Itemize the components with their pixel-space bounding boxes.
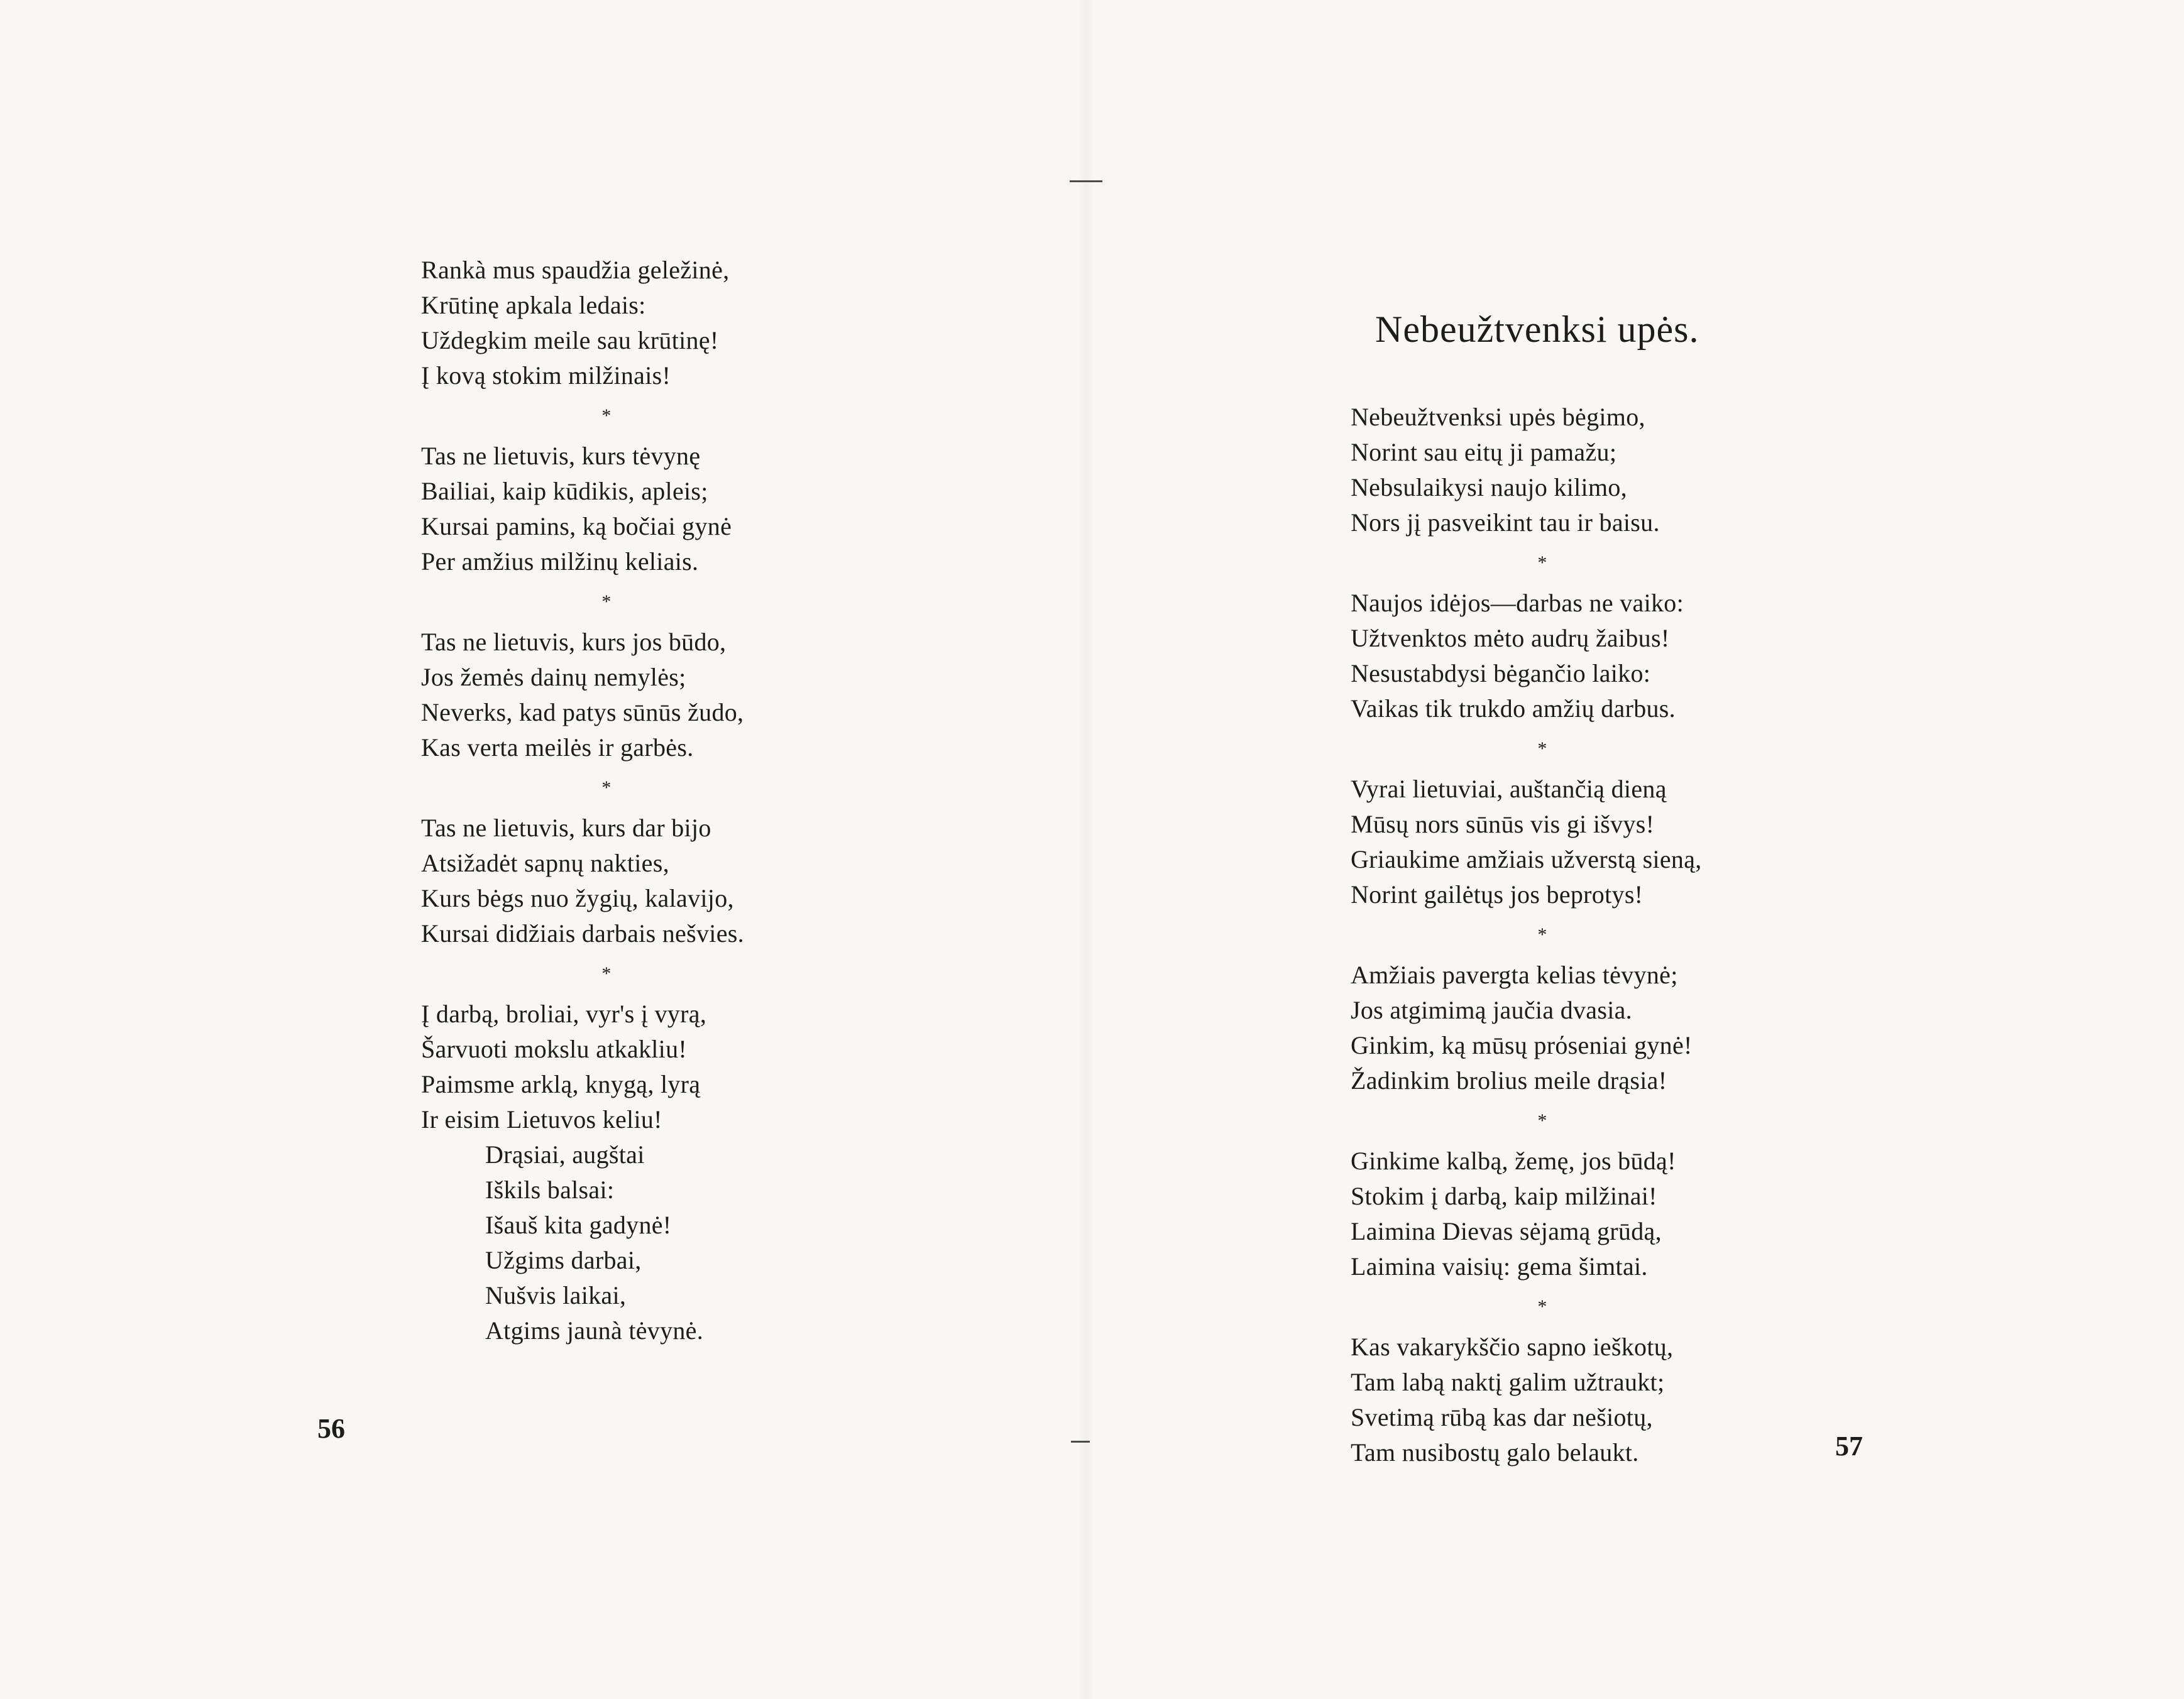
refrain — [421, 1137, 861, 1348]
verse-line: Norint gailėtųs jos beprotys! — [1351, 880, 1643, 909]
stanza — [1351, 1330, 1828, 1470]
verse-line: Kursai pamins, ką bočiai gynė — [421, 512, 732, 540]
verse-line: Tam nusibostų galo belaukt. — [1351, 1438, 1639, 1467]
book-gutter — [1078, 0, 1094, 1699]
verse-line: Jos atgimimą jaučia dvasia. — [1351, 996, 1632, 1024]
stanza — [421, 811, 861, 951]
stanza-separator: * — [601, 777, 612, 798]
verse-line: Kas vakarykščio sapno ieškotų, — [1351, 1333, 1674, 1361]
left-page — [0, 0, 1078, 1699]
verse-line: Tas ne lietuvis, kurs jos būdo, — [421, 628, 727, 656]
verse-line: Krūtinę apkala ledais: — [421, 291, 646, 319]
stanza-separator: * — [601, 405, 612, 426]
verse-line: Vaikas tik trukdo amžių darbus. — [1351, 694, 1676, 723]
stanza — [421, 253, 861, 393]
verse-line: Kas verta meilės ir garbės. — [421, 733, 694, 762]
left-poem — [421, 253, 861, 1348]
verse-line: Atsižadėt sapnų nakties, — [421, 849, 669, 877]
verse-line: Ginkime kalbą, žemę, jos būdą! — [1351, 1147, 1676, 1175]
verse-line: Vyrai lietuviai, auštančią dieną — [1351, 775, 1667, 803]
verse-line: Griaukime amžiais užverstą sieną, — [1351, 845, 1702, 873]
verse-line: Nebeužtvenksi upės bėgimo, — [1351, 403, 1645, 431]
stanza — [421, 625, 861, 765]
verse-line: Neverks, kad patys sūnūs žudo, — [421, 698, 744, 726]
verse-line: Tam labą naktį galim užtraukt; — [1351, 1368, 1665, 1396]
stanza-separator: * — [601, 591, 612, 612]
verse-line: Į kovą stokim milžinais! — [421, 361, 671, 390]
page-number: 56 — [317, 1413, 345, 1444]
verse-line: Laimina vaisių: gema šimtai. — [1351, 1252, 1648, 1281]
refrain-line: Atgims jaunà tėvynė. — [485, 1316, 704, 1345]
refrain-line: Iškils balsai: — [485, 1176, 615, 1204]
verse-line: Šarvuoti mokslu atkakliu! — [421, 1035, 688, 1063]
stanza-separator: * — [1537, 552, 1547, 573]
verse-line: Ir eisim Lietuvos keliu! — [421, 1105, 662, 1134]
verse-line: Naujos idėjos—darbas ne vaiko: — [1351, 589, 1684, 617]
verse-line: Jos žemės dainų nemylės; — [421, 663, 686, 691]
verse-line: Ginkim, ką mūsų prόseniai gynė! — [1351, 1031, 1693, 1059]
verse-line: Mūsų nors sūnūs vis gi išvys! — [1351, 810, 1655, 838]
stanza-separator: * — [1537, 1296, 1547, 1317]
verse-line: Per amžius milžinų keliais. — [421, 547, 699, 576]
verse-line: Užtvenktos mėto audrų žaibus! — [1351, 624, 1670, 652]
verse-line: Į darbą, broliai, vyr's į vyrą, — [421, 1000, 707, 1028]
verse-line: Žadinkim brolius meile drąsia! — [1351, 1066, 1667, 1095]
verse-line: Kurs bėgs nuo žygių, kalavijo, — [421, 884, 734, 912]
stanza — [421, 439, 861, 579]
right-page — [1094, 0, 2184, 1699]
stanza — [1351, 586, 1828, 726]
verse-line: Uždegkim meile sau krūtinę! — [421, 326, 719, 354]
verse-line: Bailiai, kaip kūdikis, apleis; — [421, 477, 708, 505]
verse-line: Nebsulaikysi naujo kilimo, — [1351, 473, 1627, 501]
verse-line: Laimina Dievas sėjamą grūdą, — [1351, 1217, 1662, 1245]
stanza-separator: * — [601, 963, 612, 984]
page-number: 57 — [1835, 1431, 1863, 1461]
stanza — [1351, 958, 1828, 1098]
refrain-line: Drąsiai, augštai — [485, 1140, 645, 1169]
stanza — [421, 997, 861, 1137]
stanza-separator: * — [1537, 924, 1547, 945]
stanza — [1351, 1144, 1828, 1284]
stanza — [1351, 772, 1828, 912]
right-poem — [1351, 400, 1828, 1470]
verse-line: Tas ne lietuvis, kurs tėvynę — [421, 442, 701, 470]
refrain-line: Užgims darbai, — [485, 1246, 642, 1274]
poem-title: Nebeužtvenksi upės. — [1375, 309, 1699, 350]
stanza-separator: * — [1537, 738, 1547, 759]
stanza-separator: * — [1537, 1110, 1547, 1131]
verse-line: Norint sau eitų ji pamažu; — [1351, 438, 1617, 466]
verse-line: Svetimą rūbą kas dar nešiotų, — [1351, 1403, 1653, 1431]
verse-line: Kursai didžiais darbais nešvies. — [421, 919, 744, 948]
refrain-line: Išauš kita gadynė! — [485, 1211, 672, 1239]
verse-line: Nors jį pasveikint tau ir baisu. — [1351, 508, 1660, 537]
verse-line: Tas ne lietuvis, kurs dar bijo — [421, 814, 711, 842]
stanza — [1351, 400, 1828, 540]
refrain-line: Nušvis laikai, — [485, 1281, 627, 1309]
verse-line: Amžiais pavergta kelias tėvynė; — [1351, 961, 1678, 989]
verse-line: Rankà mus spaudžia geležinė, — [421, 256, 730, 284]
verse-line: Stokim į darbą, kaip milžinai! — [1351, 1182, 1657, 1210]
verse-line: Nesustabdysi bėgančio laiko: — [1351, 659, 1651, 687]
verse-line: Paimsme arklą, knygą, lyrą — [421, 1070, 701, 1098]
